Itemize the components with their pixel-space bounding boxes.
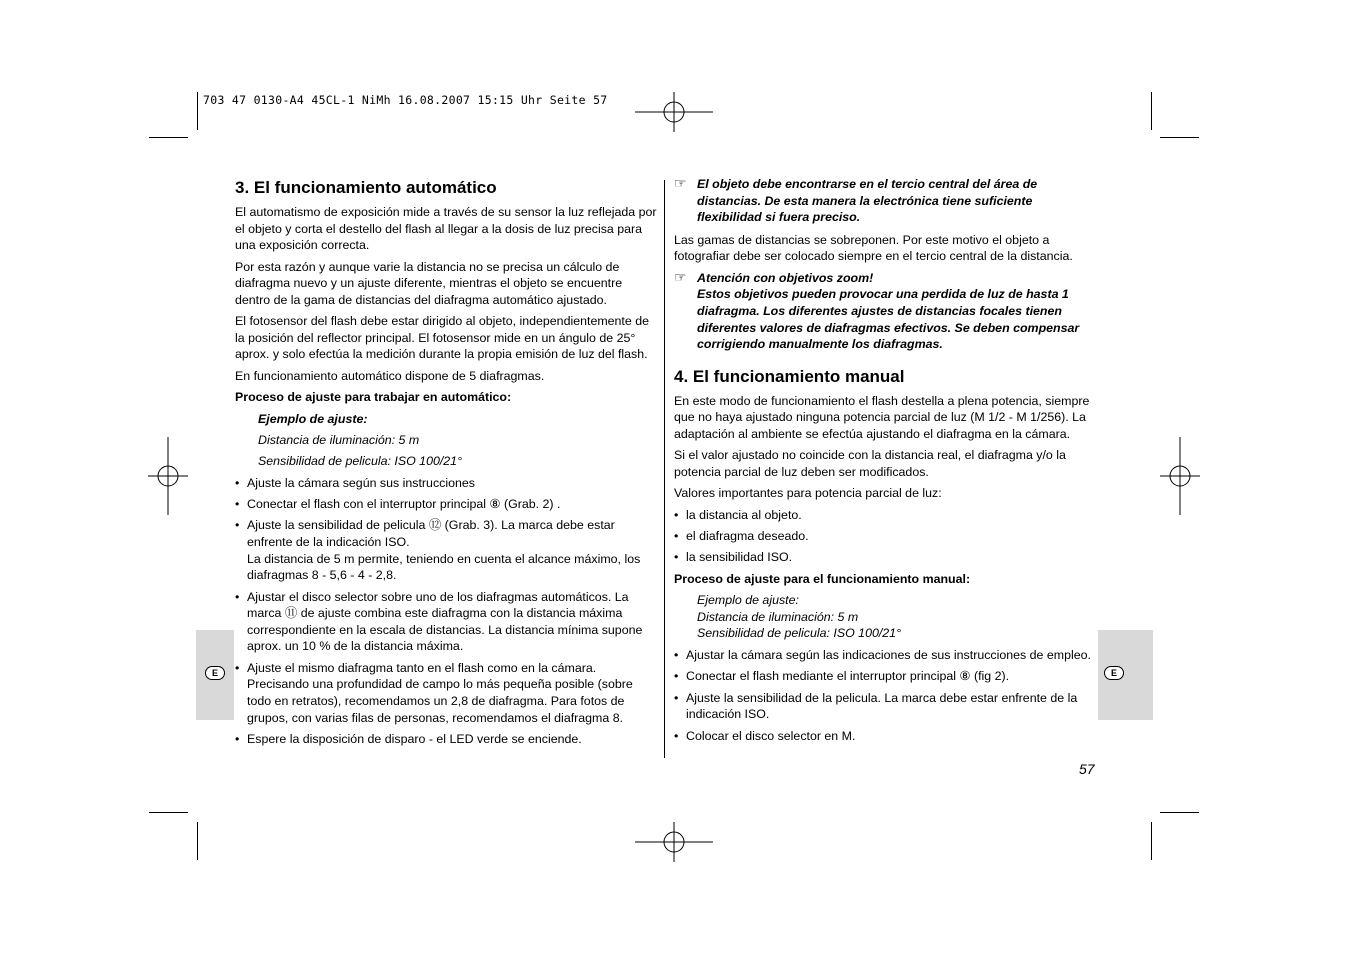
paragraph: El automatismo de exposición mide a través de su sensor la luz reflejada por el objeto y corta el destello del flash al llegar a la dosis de luz precisa para una exposición correcta. — [235, 205, 657, 253]
example-sensitivity: Sensibilidad de pelicula: ISO 100/21° — [697, 626, 902, 641]
language-tab-right — [1098, 630, 1153, 720]
example-distance: Distancia de iluminación: 5 m — [258, 432, 420, 447]
example-block — [674, 592, 1092, 642]
note-text: Estos objetivos pueden provocar una perdida de luz de hasta 1 diafragma. Los diferentes ajustes de distancias focales tienen diferentes valores de diafragmas efectivos. Se deben compensar corrigiendo manualmente los diafragmas. — [697, 287, 1080, 352]
list-item: • la sensibilidad ISO. — [674, 549, 1092, 566]
note-title: Atención con objetivos zoom! — [697, 270, 874, 285]
section-heading-manual: 4. El funcionamiento manual — [674, 366, 905, 386]
pointing-hand-icon: ☞ — [674, 175, 687, 191]
paragraph: Valores importantes para potencia parcial de luz: — [674, 486, 942, 501]
list-item-text: Ajuste la sensibilidad de pelicula ⑫ (Grab. 3). La marca debe estar enfrente de la indicación ISO. — [247, 518, 615, 550]
example-distance: Distancia de iluminación: 5 m — [697, 609, 859, 624]
example-sensitivity: Sensibilidad de pelicula: ISO 100/21° — [258, 454, 463, 469]
note-zoom — [674, 270, 1092, 353]
list-item: • Conectar el flash mediante el interruptor principal ⑧ (fig 2). — [674, 668, 1092, 685]
page-number: 57 — [1079, 761, 1095, 777]
values-list — [674, 507, 1092, 566]
language-badge-right: E — [1104, 666, 1124, 680]
list-item: • Espere la disposición de disparo - el LED verde se enciende. — [235, 731, 658, 748]
paragraph: Las gamas de distancias se sobreponen. Por este motivo el objeto a fotografiar debe ser colocado siempre en el tercio central de la distancia. — [674, 232, 1073, 264]
list-item: • Ajustar la cámara según las indicaciones de sus instrucciones de empleo. — [674, 647, 1092, 664]
list-item: • Ajuste el mismo diafragma tanto en el flash como en la cámara. Precisando una profundidad de campo lo más pequeña posible (sobre todo en retratos), recomendamos un 2,8 de diafragma. Para fotos de grupos, con varias filas de personas, recomendamos el diafragma 8. — [235, 660, 658, 726]
list-item — [235, 517, 658, 583]
list-item: • Ajustar el disco selector sobre uno de los diafragmas automáticos. La marca ⑪ de ajuste combina este diafragma con la distancia máxima correspondiente en la escala de distancias. La distancia mínima supone aprox. un 10 % de la distancia máxima. — [235, 589, 658, 655]
paragraph: En este modo de funcionamiento el flash destella a plena potencia, siempre que no haya ajustado ninguna potencia parcial de luz (M 1/2 - M 1/256). La adaptación al ambiente se efectúa ajustando el diafragma en la cámara. — [674, 393, 1090, 441]
left-column — [235, 178, 658, 752]
list-item-text: La distancia de 5 m permite, teniendo en cuenta el alcance máximo, los diafragmas 8 - 5,6 - 4 - 2,8. — [247, 551, 641, 583]
list-item: • Ajuste la sensibilidad de la pelicula. La marca debe estar enfrente de la indicación ISO. — [674, 690, 1092, 723]
list-item: • la distancia al objeto. — [674, 507, 1092, 524]
paragraph: El fotosensor del flash debe estar dirigido al objeto, independientemente de la posición del reflector principal. El fotosensor mide en un ángulo de 25° aprox. y solo efectúa la medición durante la propia emisión de luz del flash. — [235, 314, 649, 362]
pointing-hand-icon: ☞ — [674, 268, 687, 285]
paragraph: Por esta razón y aunque varie la distancia no se precisa un cálculo de diafragma nuevo y un ajuste diferente, mientras el objeto se encuentre dentro de la gama de distancias del diafragma automático ajustado. — [235, 259, 623, 307]
language-badge-left: E — [205, 666, 225, 680]
print-header: 703 47 0130-A4 45CL-1 NiMh 16.08.2007 15:15 Uhr Seite 57 — [203, 93, 608, 107]
procedure-list — [235, 475, 658, 748]
column-divider — [664, 180, 665, 758]
language-tab-left — [196, 630, 234, 720]
list-item: • el diafragma deseado. — [674, 528, 1092, 545]
paragraph: En funcionamiento automático dispone de 5 diafragmas. — [235, 368, 545, 383]
list-item: • Conectar el flash con el interruptor principal ⑧ (Grab. 2) . — [235, 496, 658, 513]
right-column — [674, 176, 1092, 749]
procedure-title: Proceso de ajuste para trabajar en automático: — [235, 390, 512, 405]
section-heading-automatic: 3. El funcionamiento automático — [235, 178, 497, 197]
list-item: • Colocar el disco selector en M. — [674, 728, 1092, 745]
procedure-list — [674, 647, 1092, 744]
note-tip — [674, 176, 1092, 226]
example-title: Ejemplo de ajuste: — [697, 593, 799, 608]
paragraph: Si el valor ajustado no coincide con la distancia real, el diafragma y/o la potencia parcial de luz deben ser modificados. — [674, 448, 1066, 479]
procedure-title: Proceso de ajuste para el funcionamiento manual: — [674, 571, 971, 586]
example-title: Ejemplo de ajuste: — [258, 411, 368, 426]
note-text: El objeto debe encontrarse en el tercio central del área de distancias. De esta manera la electrónica tiene suficiente flexibilidad si fuera preciso. — [697, 177, 1038, 225]
list-item: • Ajuste la cámara según sus instrucciones — [235, 475, 658, 492]
